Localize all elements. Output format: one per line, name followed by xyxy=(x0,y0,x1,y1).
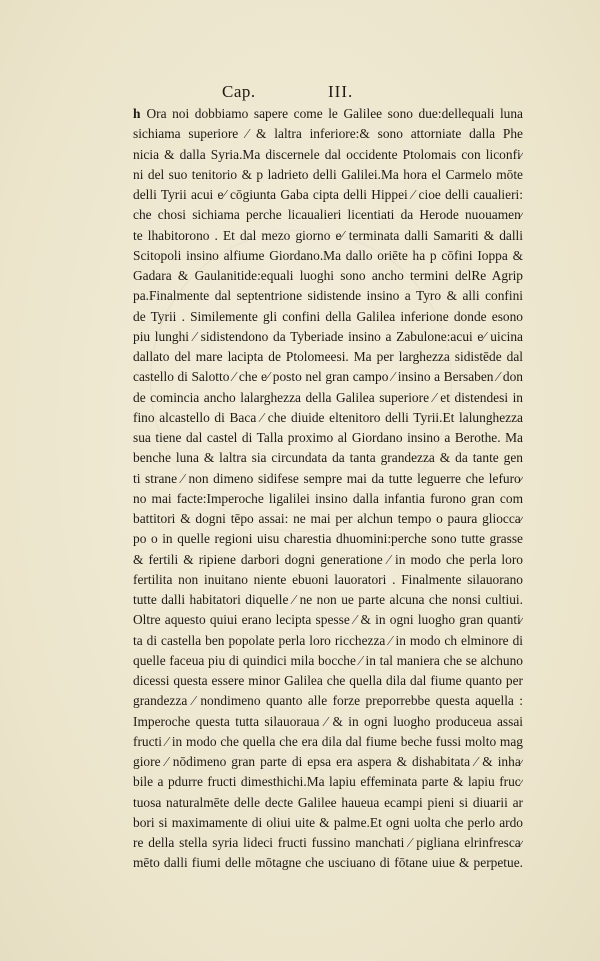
running-header xyxy=(0,82,600,104)
text-line: grandezza ⁄ nondimeno quanto alle forze preporrebbe questa aquella : xyxy=(133,693,523,709)
text-line: mēto dalli fiumi delle mōtagne che usciuano di fōtane uiue & perpetue. xyxy=(133,855,523,871)
text-line: nicia & dalla Syria.Ma discernele dal occidente Ptolomais con liconfi⁄ xyxy=(133,146,523,162)
body-text xyxy=(133,104,523,874)
initial-letter: h xyxy=(133,106,141,121)
text-line: sichiama superiore ⁄ & laltra inferiore:& sono attorniate dalla Phe xyxy=(133,126,523,142)
text-line: pa.Finalmente dal septentrione sidistende insino a Tyro & alli confini xyxy=(133,288,523,304)
header-chapter-number: III. xyxy=(328,82,354,101)
text-line: te lhabitorono . Et dal mezo giorno e⁄ terminata dalli Samariti & dalli xyxy=(133,227,523,243)
text-line: bile a pdurre fructi dimesthichi.Ma lapiu effeminata parte & lapiu fruc⁄ xyxy=(133,774,523,790)
text-line: fino alcastello di Baca ⁄ che diuide eltenitoro delli Tyrii.Et lalunghezza xyxy=(133,409,523,425)
text-line: delli Tyrii acui e⁄ cōgiunta Gaba cipta delli Hippei ⁄ cioe delli caualieri: xyxy=(133,187,523,202)
text-line: de comincia ancho lalarghezza della Galilea superiore ⁄ et distendesi in xyxy=(133,389,523,405)
text-line: piu lunghi ⁄ sidistendono da Tyberiade insino a Zabulone:acui e⁄ uicina xyxy=(133,328,523,344)
text-line: Gadara & Gaulanitide:equali luoghi sono ancho termini delRe Agrip xyxy=(133,268,523,283)
text-line: quelle faceua piu di quindici mila bocche ⁄ in tal maniera che se alchuno xyxy=(133,652,523,668)
text-line: tutte dalli habitatori diquelle ⁄ ne non ue parte alcuna che nonsi cultiui. xyxy=(133,592,523,607)
text-line: no mai facte:Imperoche ligalilei insino dalla infantia furono gran com xyxy=(133,490,523,506)
text-line: re della stella syria lideci fructi fussino manchati ⁄ pigliana elrinfresca⁄ xyxy=(133,835,523,850)
text-line: giore ⁄ nōdimeno gran parte di epsa era aspera & dishabitata ⁄ & inha⁄ xyxy=(133,754,523,769)
text-line: castello di Salotto ⁄ che e⁄ posto nel gran campo ⁄ insino a Bersaben ⁄ don xyxy=(133,369,523,385)
text-line: Scitopoli insino alfiume Giordano.Ma dallo oriēte ha p cōfini Ioppa & xyxy=(133,247,523,263)
text-line: bori si maximamente di oliui uite & palme.Et ogni uolta che perlo ardo xyxy=(133,814,523,830)
text-line: & fertili & ripiene darbori dogni generatione ⁄ in modo che perla loro xyxy=(133,551,523,567)
text-line: fertilita non inuitano niente ebuoni lauoratori . Finalmente silauorano xyxy=(133,571,523,587)
text-line: dallato del mare lacipta de Ptolomeesi. Ma per larghezza sidistēde dal xyxy=(133,349,523,364)
text-line: de Tyrii . Similemente gli confini della Galilea inferione donde esono xyxy=(133,308,523,324)
text-line: po o in quelle regioni uisu charestia dhuomini:perche sono tutte grasse xyxy=(133,531,523,547)
text-line: ti strane ⁄ non dimeno sidifese sempre mai da tutte leguerre che lefuro⁄ xyxy=(133,470,523,486)
text-line: battitori & dogni tēpo assai: ne mai per alchun tempo o paura gliocca⁄ xyxy=(133,511,523,526)
text-line: sua tiene dal castel di Talla proximo al Giordano insino a Berothe. Ma xyxy=(133,430,523,445)
text-line: Imperoche questa tutta silauoraua ⁄ & in ogni luogho produceua assai xyxy=(133,713,523,729)
text-line: dicessi questa essere minor Galilea che quella dila dal fiume quanto per xyxy=(133,673,523,688)
text-line: ni del suo tenitorio & p ladrieto delli Galilei.Ma hora el Carmelo mōte xyxy=(133,166,523,182)
text-line: benche luna & laltra sia circundata da tanta grandezza & da tante gen xyxy=(133,450,523,466)
text-line-content: Ora noi dobbiamo sapere come le Galilee sono due:dellequali luna xyxy=(146,106,523,121)
text-line xyxy=(133,104,523,124)
text-line: che chosi sichiama perche licaualieri licentiati da Herode nuouamen⁄ xyxy=(133,207,523,223)
text-line: tuosa naturalmēte delle decte Galilee haueua ecampi pieni si diuarii ar xyxy=(133,794,523,810)
text-line: Oltre aquesto quiui erano lecipta spesse ⁄ & in ogni luogho gran quanti⁄ xyxy=(133,612,523,628)
text-line: fructi ⁄ in modo che quella che era dila dal fiume beche fussi molto mag xyxy=(133,733,523,749)
header-chapter-label: Cap. xyxy=(222,82,256,101)
text-line: ta di castella ben popolate perla loro ricchezza ⁄ in modo ch elminore di xyxy=(133,632,523,648)
